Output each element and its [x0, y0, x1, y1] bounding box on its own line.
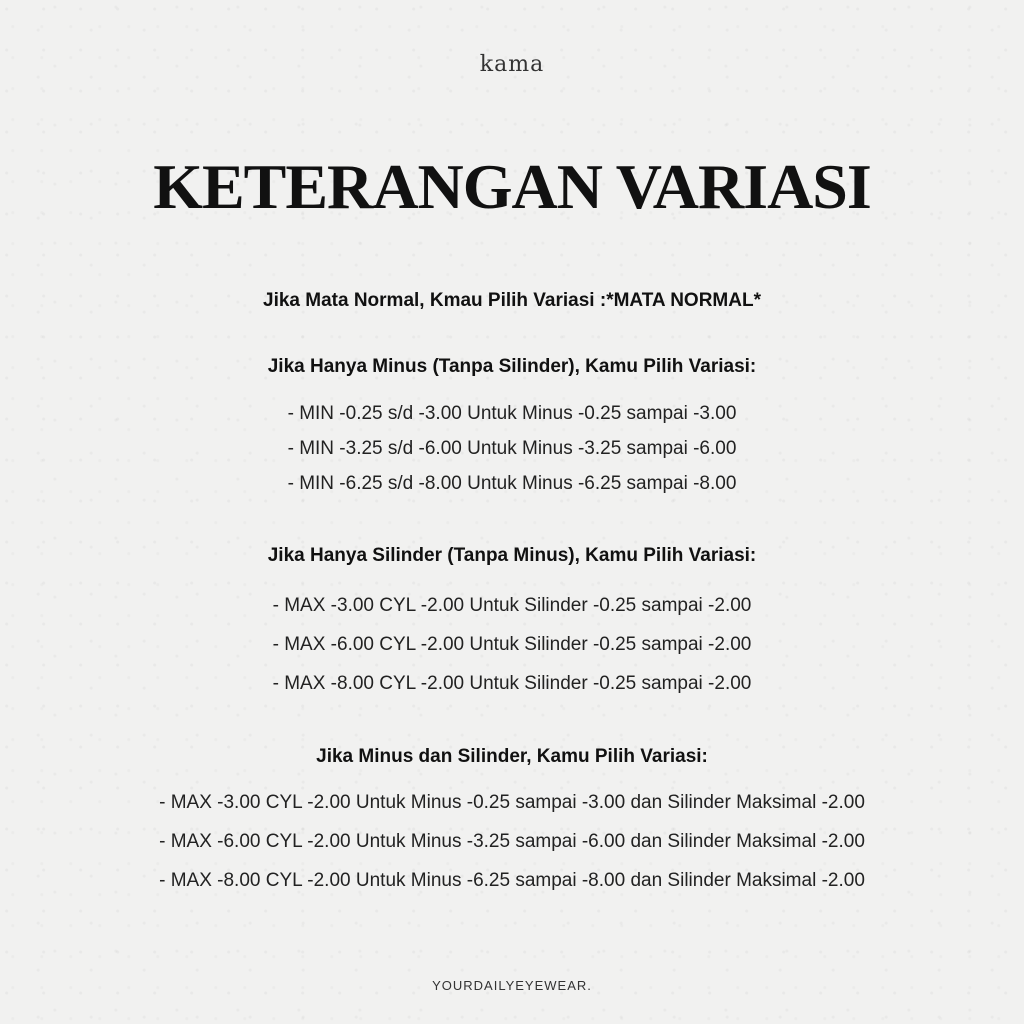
- brand-logo: kama: [479, 52, 545, 77]
- minus-only-list: [0, 403, 1024, 508]
- cylinder-only-heading: Jika Hanya Silinder (Tanpa Minus), Kamu Pilih Variasi:: [267, 545, 757, 566]
- list-item: - MAX -8.00 CYL -2.00 Untuk Silinder -0.25 sampai -2.00: [272, 673, 752, 694]
- minus-and-cylinder-list: [0, 792, 1024, 909]
- minus-only-heading: Jika Hanya Minus (Tanpa Silinder), Kamu Pilih Variasi:: [267, 356, 757, 377]
- footer-tagline: YOURDAILYEYEWEAR.: [432, 978, 592, 993]
- list-item: - MIN -3.25 s/d -6.00 Untuk Minus -3.25 sampai -6.00: [287, 438, 737, 459]
- list-item: - MAX -8.00 CYL -2.00 Untuk Minus -6.25 sampai -8.00 dan Silinder Maksimal -2.00: [159, 870, 865, 891]
- list-item: - MAX -3.00 CYL -2.00 Untuk Minus -0.25 sampai -3.00 dan Silinder Maksimal -2.00: [159, 792, 865, 813]
- list-item: - MIN -0.25 s/d -3.00 Untuk Minus -0.25 sampai -3.00: [287, 403, 737, 424]
- list-item: - MAX -3.00 CYL -2.00 Untuk Silinder -0.25 sampai -2.00: [272, 595, 752, 616]
- list-item: - MIN -6.25 s/d -8.00 Untuk Minus -6.25 sampai -8.00: [287, 473, 737, 494]
- normal-eye-heading: Jika Mata Normal, Kmau Pilih Variasi :*MATA NORMAL*: [263, 290, 761, 311]
- list-item: - MAX -6.00 CYL -2.00 Untuk Minus -3.25 sampai -6.00 dan Silinder Maksimal -2.00: [159, 831, 865, 852]
- cylinder-only-list: [0, 595, 1024, 712]
- page-title: KETERANGAN VARIASI: [153, 151, 871, 222]
- minus-and-cylinder-heading: Jika Minus dan Silinder, Kamu Pilih Variasi:: [316, 746, 708, 767]
- list-item: - MAX -6.00 CYL -2.00 Untuk Silinder -0.25 sampai -2.00: [272, 634, 752, 655]
